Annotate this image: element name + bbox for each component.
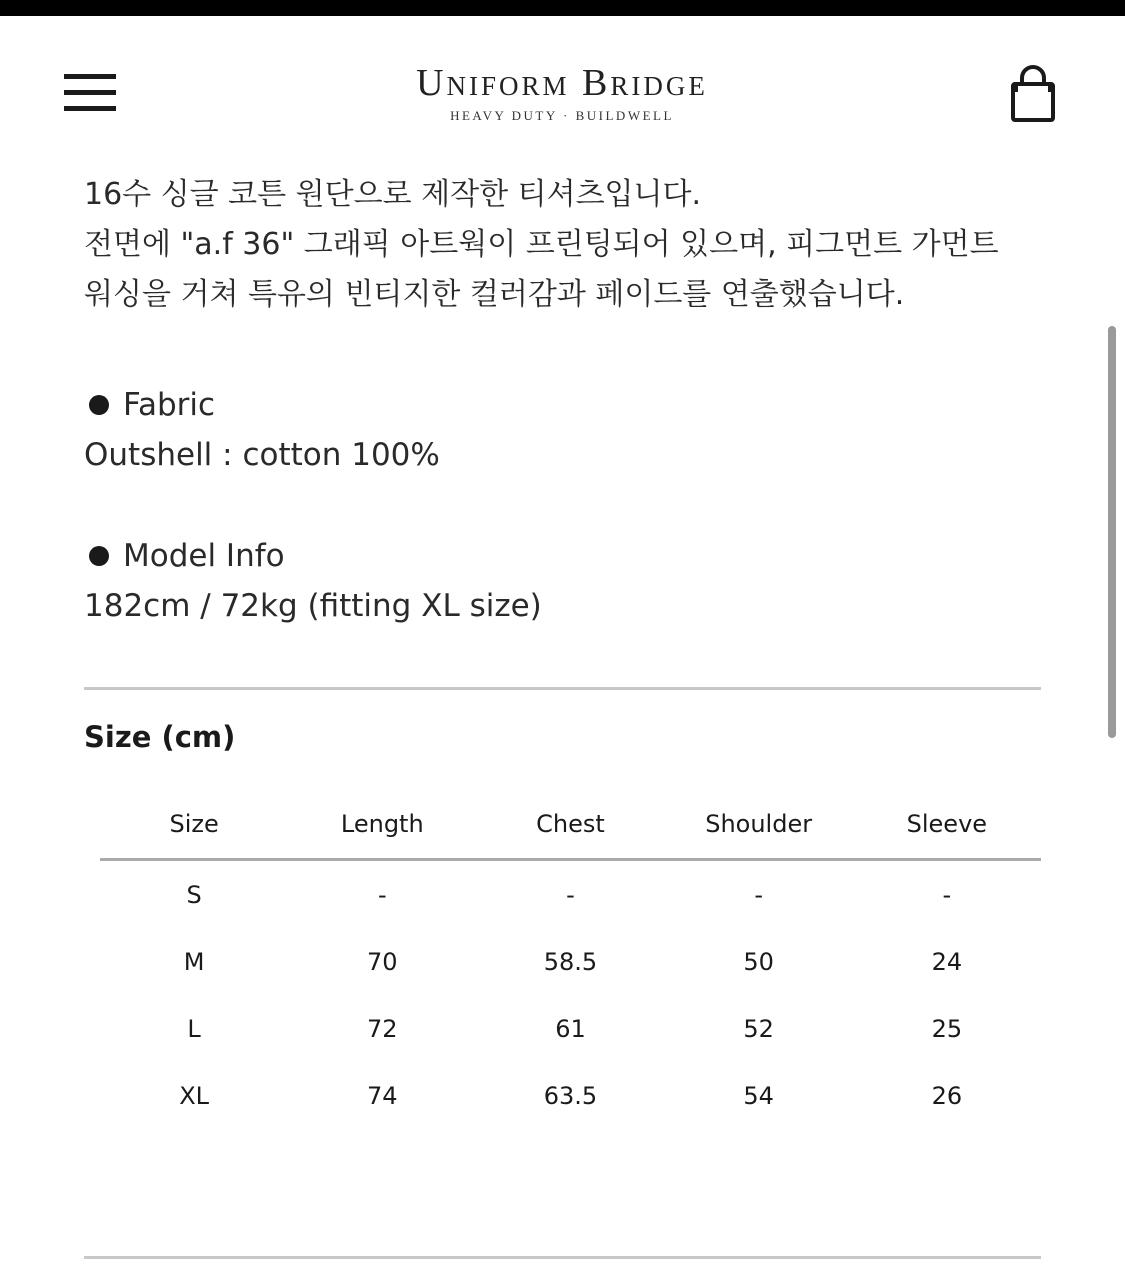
fabric-value: Outshell : cotton 100% [84,437,440,473]
table-cell: 54 [743,1081,774,1110]
table-cell: 63.5 [543,1081,598,1110]
table-row [100,995,1041,1062]
table-cell: 50 [743,947,774,976]
table-cell: L [187,1014,201,1043]
table-cell: - [942,880,952,909]
column-header: Length [340,810,424,838]
fabric-title: Fabric [123,387,216,423]
bullet-icon [89,546,109,566]
table-cell: 26 [931,1081,963,1110]
bullet-icon [89,395,109,415]
model-info-section [84,531,1044,631]
site-header [0,16,1125,146]
logo-title: Uniform Bridge [416,62,708,104]
column-header: Shoulder [705,810,813,838]
table-header-row [100,790,1041,861]
description-line: 워싱을 거쳐 특유의 빈티지한 컬러감과 페이드를 연출했습니다. [84,277,905,312]
column-header: Chest [536,810,605,838]
divider [84,1256,1041,1259]
brand-logo[interactable] [312,60,812,124]
column-header: Sleeve [906,810,988,838]
table-cell: 58.5 [543,947,598,976]
table-cell: 52 [743,1014,774,1043]
hamburger-menu-icon[interactable] [64,74,116,112]
table-cell: 74 [367,1081,398,1110]
table-cell: 24 [931,947,963,976]
size-chart-title: Size (cm) [84,720,236,754]
table-row [100,1062,1041,1129]
description-line: 전면에 "a.f 36" 그래픽 아트웍이 프린팅되어 있으며, 피그먼트 가먼트 [84,227,999,262]
table-cell: 70 [367,947,398,976]
table-cell: S [186,880,202,909]
column-header: Size [169,810,219,838]
description-line: 16수 싱글 코튼 원단으로 제작한 티셔츠입니다. [84,177,702,212]
table-cell: - [754,880,763,909]
table-cell: - [566,880,575,909]
product-description [84,170,1044,320]
table-cell: - [377,880,387,909]
status-bar [0,0,1125,16]
divider [84,687,1041,690]
table-cell: 61 [555,1014,586,1043]
table-cell: 72 [367,1014,398,1043]
shopping-bag-icon[interactable] [1006,64,1060,124]
table-row [100,928,1041,995]
table-cell: XL [179,1081,209,1110]
table-cell: M [183,947,205,976]
table-cell: 25 [931,1014,963,1043]
model-info-value: 182cm / 72kg (fitting XL size) [84,588,542,624]
size-table [100,790,1041,1129]
scrollbar[interactable] [1108,326,1116,738]
fabric-section [84,380,1044,480]
table-row [100,861,1041,928]
logo-tagline: HEAVY DUTY · BUILDWELL [450,108,674,123]
model-info-title: Model Info [123,538,285,574]
